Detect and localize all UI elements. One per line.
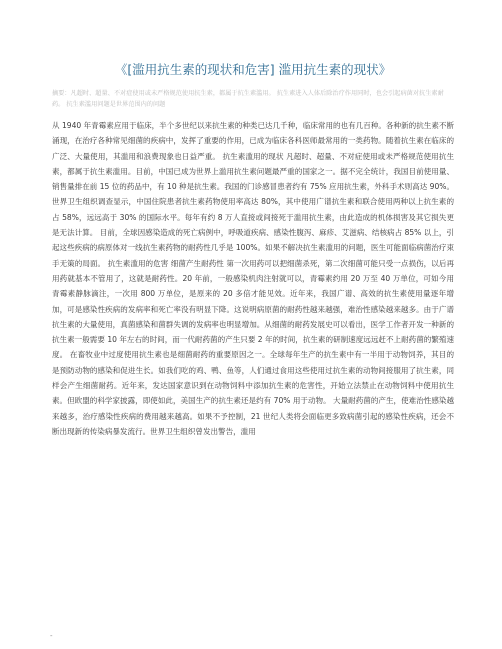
page-mark: - [50,632,53,640]
document-title: 《[滥用抗生素的现状和危害] 滥用抗生素的现状》 [114,62,392,77]
document-abstract: 摘要：凡超时、超量、不对症使用或未严格规范使用抗生素，都属于抗生素滥用。 抗生素进入人体后除治疗作用同时，也会引起病菌对抗生素耐药。 抗生素滥用问题是世界范围内的问题 [52,90,444,108]
document-body: 从 1940 年青霉素应用于临床，半个多世纪以来抗生素的种类已达几千种，临床常用的也有几百种。各种新的抗生素不断涌现，在治疗各种常见细菌的疾病中，发挥了重要的作用，已成为临床各科医师最常用的一类药物。随着抗生素在临床的广泛、大量使用，其滥用和浪费现象也日益严重。 抗生素滥用的现状 凡超时、超量、不对症使用或未严格规范使用抗生素，都属于抗生素滥用。目前，中国已成为世界上滥用抗生素问题最严重的国家之一。据不完全统计，我国目前使用量、销售量排在前 15 位的药品中，有 10 种是抗生素。我国的门诊感冒患者约有 75% 应用抗生素，外科手术则高达 90%。世界卫生组织调查显示，中国住院患者抗生素药物使用率高达 80%，其中使用广谱抗生素和联合使用两种以上抗生素的占 58%，远远高于 30% 的国际水平。每年有约 8 万人直接或间接死于滥用抗生素，由此造成的机体损害及其它损失更是无法计算。 目前，全球因感染造成的死亡病例中，呼吸道疾病、感染性腹泻、麻疹、艾滋病、结核病占 85% 以上，引起这些疾病的病原体对一线抗生素药物的耐药性几乎是 100%。如果不解决抗生素滥用的问题，医生可能面临病菌治疗束手无策的局面。 抗生素滥用的危害 细菌产生耐药性 第一次用药可以把细菌杀死，第二次细菌可能只受一点损伤，以后再用药就基本不管用了，这就是耐药性。20 年前，一般感染机肉注射就可以，青霉素约用 20 万至 40 万单位，可如今用青霉素静脉滴注，一次用 800 万单位，是原来的 20 多倍才能见效。近年来，我国广谱、高效的抗生素使用量逐年增加，可是感染性疾病的发病率和死亡率没有明显下降。这说明病原菌的耐药性越来越强，难治性感染越来越多。由于广谱抗生素的大量使用，真菌感染和菌群失调的发病率也明显增加。从细菌的耐药发展史可以看出，医学工作者开发一种新的抗生素一般需要 10 年左右的时间，而一代耐药菌的产生只要 2 年的时间，抗生素的研制速度远远赶不上耐药菌的繁殖速度。 在畜牧业中过度使用抗生素也是细菌耐药的重要原因之一。全球每年生产的抗生素中有一半用于动物饲养，其目的是预防动物的感染和促进生长。如我们吃的鸡、鸭、鱼等，人们通过食用这些使用过抗生素的动物间接服用了抗生素，同样会产生细菌耐药。近年来，发达国家意识到在动物饲料中添加抗生素的危害性，开始立法禁止在动物饲料中使用抗生素。但欧盟的科学家披露，即使如此，美国生产的抗生素还是约有 70% 用于动物。 大量耐药菌的产生，使难治性感染越来越多，治疗感染性疾病的费用越来越高。如果不予控制，21 世纪人类将会面临更多致病菌引起的感染性疾病，还会不断出现新的传染病暴发流行。世界卫生组织曾发出警告，滥用 [52,121,454,436]
